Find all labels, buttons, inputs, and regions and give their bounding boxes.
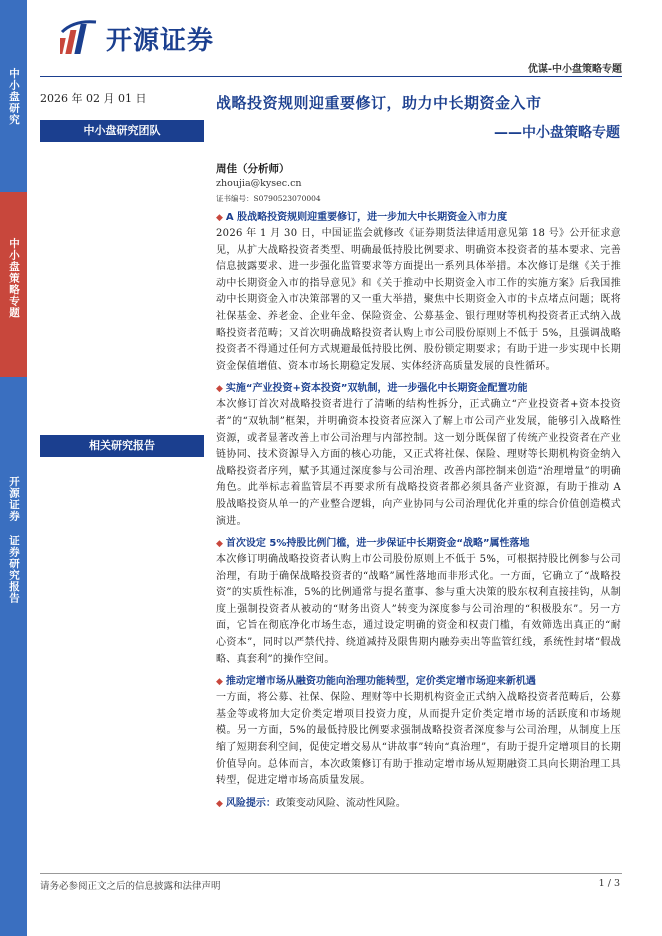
company-logo — [60, 18, 214, 58]
related-reports-box: 相关研究报告 — [40, 435, 204, 457]
risk-warning — [216, 796, 621, 812]
section-4 — [216, 674, 621, 790]
team-label-box: 中小盘研究团队 — [40, 120, 204, 142]
logo-text: 开源证券 — [106, 25, 215, 56]
section-heading-text: A 股战略投资规则迎重要修订，进一步加大中长期资金入市力度 — [225, 212, 508, 223]
section-paragraph: 一方面，将公募、社保、保险、理财等中长期机构资金正式纳入战略投资者范畴后，公募基金等或将加大定价类定增项目投资力度，从而提升定价类定增市场的活跃度和市场规模。另一方面，5%的最低持股比例要求强制战略投资者深度参与公司治理，从制度上压缩了短期套利空间，促使定增交易从“讲故事”转向“真治理”，有助于提升定增项目的长期价值导向。总体而言，本次政策修订有助于推动定增市场从短期融资工具向长期治理工具转型，促进定增市场高质量发展。 — [216, 692, 621, 787]
page-title: 战略投资规则迎重要修订，助力中长期资金入市 — [216, 94, 542, 112]
sidebar-label-report: 开源证券 证券研究报告 — [8, 476, 20, 604]
section-heading-text: 首次设定 5%持股比例门槛，进一步保证中长期资金“战略”属性落地 — [225, 538, 530, 550]
sidebar-band-bottom — [0, 377, 27, 936]
header-series-tag: 优谋-中小盘策略专题 — [527, 64, 622, 75]
section-3 — [216, 536, 621, 668]
sidebar-label-research: 中小盘研究 — [8, 68, 20, 126]
analyst-name: 周佳（分析师） — [216, 163, 290, 175]
sidebar-label-topic: 中小盘策略专题 — [8, 238, 20, 319]
risk-text: 政策变动风险、流动性风险。 — [275, 797, 406, 809]
header-divider — [40, 76, 622, 77]
section-heading-text: 推动定增市场从融资功能向治理功能转型，定价类定增市场迎来新机遇 — [225, 676, 536, 688]
section-2 — [216, 381, 621, 530]
page-number: 1 / 3 — [598, 878, 620, 889]
section-1 — [216, 210, 621, 375]
section-paragraph: 2026 年 1 月 30 日，中国证监会就修改《证券期货法律适用意见第 18 号》公开征求意见，从扩大战略投资者类型、明确最低持股比例要求、明确资本投资者的基本要求、完善信息披露要求、进一步强化监管要求等方面提出一系列具体举措。本次修订是继《关于推动中长期资金入市的指导意见》和《关于推动中长期资金入市工作的实施方案》后我国推动中长期资金入市决策部署的又一重大举措，聚焦中长期资金入市的卡点堵点问题；既将社保基金、养老金、企业年金、保险资金、公募基金、银行理财等机构投资者正式纳入战略投资者范畴；又首次明确战略投资者认购上市公司股份原则上不低于 5%，且强调战略投资者不得通过任何方式规避最低持股比例、股份锁定期要求；有助于进一步实现中长期资金保值增值、资本市场长期稳定发展、实体经济高质量发展的良性循环。 — [216, 228, 621, 372]
analyst-certificate: 证书编号：S0790523070004 — [216, 194, 321, 203]
section-heading — [216, 210, 621, 226]
section-paragraph: 本次修订明确战略投资者认购上市公司股份原则上不低于 5%，可根据持股比例参与公司治理，有助于确保战略投资者的“战略”属性落地而非形式化。一方面，它确立了“战略投资”的实质性标准，5%的比例通常与提名董事、参与重大决策的股东权利直接挂钩，从制度上强制投资者从被动的“财务出资人”转变为深度参与公司治理的“积极股东”。另一方面，它旨在彻底净化市场生态，通过设定明确的资金和权责门槛，有效筛选出真正的“耐心资本”，同时以严禁代持、绕道减持及限售期内融券卖出等监管红线，系统性封堵“假战略、真套利”的操作空间。 — [216, 554, 621, 665]
report-date: 2026 年 02 月 01 日 — [40, 92, 147, 105]
section-paragraph: 本次修订首次对战略投资者进行了清晰的结构性拆分，正式确立“产业投资者+资本投资者”的“双轨制”框架，并明确资本投资者应深入了解上市公司产业发展，能够引入战略性资源，或者显著改善上市公司治理与内部控制。这一划分既保留了传统产业投资者在产业链协同、技术资源导入方面的核心功能，又正式将社保、保险、理财等长期机构资金纳入战略投资者序列，赋予其通过深度参与公司治理、改善内部控制来创造“治理增量”的明确角色。此举标志着监管层不再要求所有战略投资者都必须具备产业资源，有助于推动 A 股战略投资从单一的产业整合逻辑，向产业协同与公司治理优化并重的综合价值创造模式演进。 — [216, 399, 621, 527]
section-heading — [216, 381, 621, 397]
section-heading — [216, 536, 621, 552]
kaiyuan-logo-icon — [60, 18, 100, 58]
report-body — [216, 210, 621, 812]
diamond-bullet-icon: ◆ — [216, 384, 223, 395]
diamond-bullet-icon: ◆ — [216, 677, 223, 688]
section-heading — [216, 674, 621, 690]
diamond-bullet-icon: ◆ — [216, 213, 223, 223]
risk-label: 风险提示： — [225, 797, 276, 809]
section-heading-text: 实施“产业投资+资本投资”双轨制，进一步强化中长期资金配置功能 — [225, 383, 528, 395]
footer-divider — [40, 873, 622, 874]
diamond-bullet-icon: ◆ — [216, 798, 223, 809]
footer-disclaimer: 请务必参阅正文之后的信息披露和法律声明 — [40, 881, 221, 892]
analyst-email[interactable]: zhoujia@kysec.cn — [216, 178, 302, 189]
diamond-bullet-icon: ◆ — [216, 539, 223, 550]
page-subtitle: ——中小盘策略专题 — [494, 125, 620, 141]
